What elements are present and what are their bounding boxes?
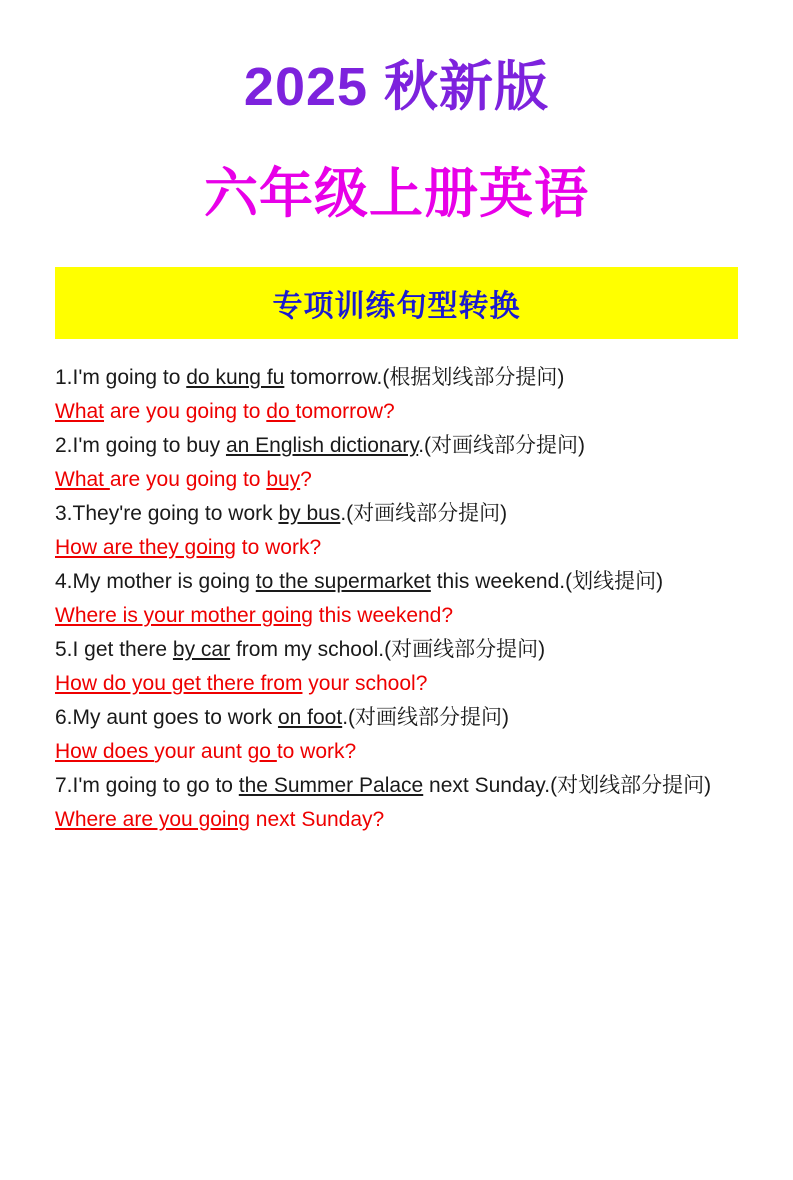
exercise-question	[55, 633, 738, 667]
answer-text: your school?	[302, 671, 428, 695]
answer-text: tomorrow?	[295, 399, 395, 423]
underlined-phrase: on foot	[277, 705, 343, 729]
answer-text: are you going to	[104, 399, 267, 423]
underlined-phrase: the Summer Palace	[238, 773, 424, 797]
page-title-year: 2025 秋新版	[243, 57, 550, 117]
answer-phrase: What	[55, 467, 110, 491]
answer-phrase: Where is your mother going	[55, 603, 313, 627]
question-text: .(对画线部分提问)	[418, 433, 586, 457]
answer-phrase: Where are you going	[55, 807, 250, 831]
question-text: 7.I'm going to go to	[55, 773, 239, 797]
answer-text: ?	[300, 467, 312, 491]
answer-text: to work?	[235, 535, 322, 559]
answer-text: your aunt	[154, 739, 248, 763]
page-title-subject: 六年级上册英语	[204, 164, 589, 225]
question-text: this weekend.(划线提问)	[430, 569, 664, 593]
question-text: 2.I'm going to buy	[55, 433, 226, 457]
answer-phrase: go	[247, 739, 277, 763]
answer-phrase: buy	[266, 467, 301, 491]
question-text: 4.My mother is going	[55, 569, 256, 593]
exercise-question	[55, 429, 738, 463]
exercise-question	[55, 361, 738, 395]
question-text: 3.They're going to work	[55, 501, 279, 525]
exercise-question	[55, 497, 738, 531]
question-text: from my school.(对画线部分提问)	[230, 637, 546, 661]
exercise-answer	[55, 599, 738, 633]
question-text: .(对画线部分提问)	[340, 501, 508, 525]
exercise-answer	[55, 735, 738, 769]
answer-text: this weekend?	[312, 603, 454, 627]
question-text: tomorrow.(根据划线部分提问)	[284, 365, 565, 389]
question-text: next Sunday.(对划线部分提问)	[423, 773, 712, 797]
underlined-phrase: to the supermarket	[255, 569, 431, 593]
underlined-phrase: by car	[172, 637, 231, 661]
answer-text: are you going to	[109, 467, 267, 491]
question-text: .(对画线部分提问)	[342, 705, 510, 729]
exercise-answer	[55, 803, 738, 837]
answer-phrase: What	[55, 399, 105, 423]
underlined-phrase: by bus	[278, 501, 341, 525]
answer-text: to work?	[276, 739, 357, 763]
answer-text: next Sunday?	[249, 807, 385, 831]
exercise-question	[55, 769, 738, 803]
underlined-phrase: an English dictionary	[225, 433, 419, 457]
answer-phrase: How are they going	[55, 535, 236, 559]
exercise-answer	[55, 463, 738, 497]
exercise-list	[55, 361, 738, 837]
answer-phrase: How do you get there from	[55, 671, 303, 695]
worksheet-page	[0, 58, 793, 1180]
question-text: 5.I get there	[55, 637, 173, 661]
section-banner	[55, 267, 738, 339]
question-text: 1.I'm going to	[55, 365, 187, 389]
answer-phrase: How does	[55, 739, 155, 763]
exercise-question	[55, 701, 738, 735]
exercise-answer	[55, 395, 738, 429]
exercise-question	[55, 565, 738, 599]
question-text: 6.My aunt goes to work	[55, 705, 278, 729]
answer-phrase: do	[266, 399, 296, 423]
section-banner-label: 专项训练句型转换	[272, 289, 521, 323]
exercise-answer	[55, 667, 738, 701]
underlined-phrase: do kung fu	[186, 365, 285, 389]
exercise-answer	[55, 531, 738, 565]
